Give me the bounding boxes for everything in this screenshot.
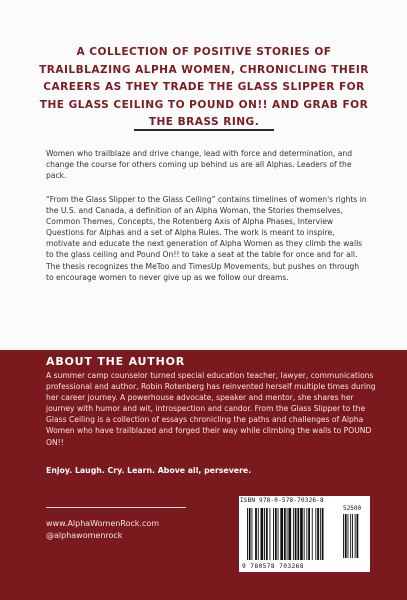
barcode-number: 9 780578 703268 xyxy=(242,563,304,570)
website-link[interactable]: www.AlphaWomenRock.com xyxy=(46,519,160,528)
author-bio: A summer camp counselor turned special education teacher, lawyer, communications professional and author, Robin Rotenberg has reinvented herself multiple times during her career journey. A powerhouse advocate, speaker and mentor, she shares her journey with humor and wit, introspection and candor. From the Glass Slipper to the Glass Ceiling is a collection of essays chronicling the paths and challenges of Alpha Women who have trailblazed and forged their way while climbing the walls to POUND ON!! xyxy=(46,371,376,447)
contact-block xyxy=(46,518,159,542)
intro-paragraph: Women who trailblaze and drive change, lead with force and determination, and change the course for others coming up behind us are all Alphas. Leaders of the pack. xyxy=(46,149,353,181)
divider xyxy=(134,129,274,131)
about-heading: ABOUT THE AUTHOR xyxy=(46,355,186,368)
contact-divider xyxy=(46,507,186,508)
price-code: 52500 xyxy=(343,505,362,512)
tagline: Enjoy. Laugh. Cry. Learn. Above all, persevere. xyxy=(46,466,252,475)
headline: A COLLECTION OF POSITIVE STORIES OF TRAILBLAZING ALPHA WOMEN, CHRONICLING THEIR CAREERS AS THEY TRADE THE GLASS SLIPPER FOR THE GLASS CEILING TO POUND ON!! AND GRAB FOR THE BRASS RING. xyxy=(39,46,369,128)
description-paragraph: “From the Glass Slipper to the Glass Ceiling” contains timelines of women's rights in the U.S. and Canada, a definition of an Alpha Woman, the Stories themselves, Common Themes, Concepts, the Rotenberg Axis of Alpha Phases, Interview Questions for Alphas and a set of Alpha Rules. The work is meant to inspire, motivate and educate the next generation of Alpha Women as they climb the walls to the glass ceiling and Pound On!! to take a seat at the table for once and for all. The thesis recognizes the MeToo and TimesUp Movements, but pushes on through to encourage women to never give up as we follow our dreams. xyxy=(46,195,367,282)
isbn-text: ISBN 978-0-578-70326-8 xyxy=(240,497,324,504)
social-handle: @alphawomenrock xyxy=(46,531,123,540)
